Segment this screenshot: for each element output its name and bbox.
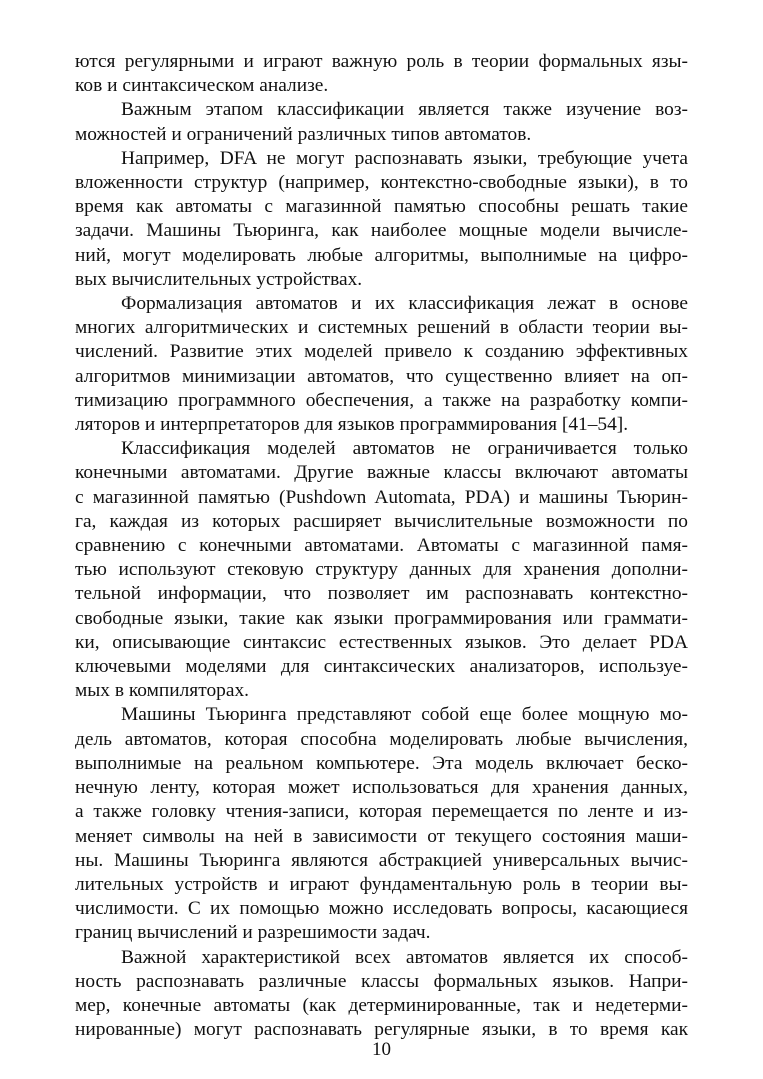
paragraph bbox=[75, 437, 688, 703]
text-line: границ вычислений и разрешимости задач. bbox=[75, 922, 431, 944]
paragraph bbox=[75, 147, 688, 292]
text-line: задачи. Машины Тьюринга, как наиболее мощные модели вычисле- bbox=[75, 220, 688, 242]
text-line: меняет символы на ней в зависимости от текущего состояния маши- bbox=[75, 825, 688, 847]
text-line: алгоритмов минимизации автоматов, что существенно влияет на оп- bbox=[75, 365, 688, 387]
paragraph bbox=[75, 50, 688, 98]
paragraph bbox=[75, 946, 688, 1043]
text-line: сравнению с конечными автоматами. Автоматы с магазинной памя- bbox=[75, 535, 688, 557]
text-line: Важным этапом классификации является также изучение воз- bbox=[121, 99, 688, 121]
text-line: мер, конечные автоматы (как детерминированные, так и недетерми- bbox=[75, 994, 688, 1016]
text-line: выполнимые на реальном компьютере. Эта модель включает беско- bbox=[75, 752, 688, 774]
text-line: ность распознавать различные классы формальных языков. Напри- bbox=[75, 970, 688, 992]
document-page bbox=[75, 50, 688, 1042]
text-line: мых в компиляторах. bbox=[75, 680, 249, 702]
text-line: Например, DFA не могут распознавать языки, требующие учета bbox=[121, 147, 688, 169]
text-line: ний, могут моделировать любые алгоритмы, выполнимые на цифро- bbox=[75, 244, 688, 266]
text-line: нечную ленту, которая может использоваться для хранения данных, bbox=[75, 777, 688, 799]
text-line: вых вычислительных устройствах. bbox=[75, 268, 363, 290]
text-line: с магазинной памятью (Pushdown Automata, PDA) и машины Тьюрин- bbox=[75, 486, 688, 508]
text-line: ляторов и интерпретаторов для языков программирования [41–54]. bbox=[75, 414, 629, 436]
text-line: тельной информации, что позволяет им распознавать контекстно- bbox=[75, 583, 688, 605]
text-line: ков и синтаксическом анализе. bbox=[75, 75, 329, 97]
text-line: время как автоматы с магазинной памятью способны решать такие bbox=[75, 196, 688, 218]
paragraph bbox=[75, 98, 688, 146]
paragraph bbox=[75, 292, 688, 437]
text-line: конечными автоматами. Другие важные классы включают автоматы bbox=[75, 462, 688, 484]
paragraph bbox=[75, 703, 688, 945]
text-line: а также головку чтения-записи, которая перемещается по ленте и из- bbox=[75, 801, 688, 823]
text-line: ключевыми моделями для синтаксических анализаторов, используе- bbox=[75, 656, 688, 678]
text-line: числимости. С их помощью можно исследовать вопросы, касающиеся bbox=[75, 898, 688, 920]
text-line: ны. Машины Тьюринга являются абстракцией универсальных вычис- bbox=[75, 849, 688, 871]
text-line: числений. Развитие этих моделей привело к созданию эффективных bbox=[75, 341, 688, 363]
text-line: тью используют стековую структуру данных для хранения дополни- bbox=[75, 559, 688, 581]
text-line: дель автоматов, которая способна моделировать любые вычисления, bbox=[75, 728, 688, 750]
text-line: ются регулярными и играют важную роль в теории формальных язы- bbox=[75, 51, 688, 72]
text-line: можностей и ограничений различных типов автоматов. bbox=[75, 123, 532, 145]
text-line: Машины Тьюринга представляют собой еще более мощную мо- bbox=[121, 704, 688, 726]
text-line: тимизацию программного обеспечения, а также на разработку компи- bbox=[75, 389, 688, 411]
text-line: Важной характеристикой всех автоматов является их способ- bbox=[121, 946, 688, 968]
text-line: Формализация автоматов и их классификация лежат в основе bbox=[121, 293, 688, 315]
text-line: га, каждая из которых расширяет вычислительные возможности по bbox=[75, 510, 688, 532]
text-line: ки, описывающие синтаксис естественных языков. Это делает PDA bbox=[75, 631, 688, 653]
text-line: вложенности структур (например, контекстно-свободные языки), в то bbox=[75, 172, 688, 194]
text-line: лительных устройств и играют фундаментальную роль в теории вы- bbox=[75, 873, 688, 895]
text-line: нированные) могут распознавать регулярные языки, в то время как bbox=[75, 1019, 688, 1041]
text-line: Классификация моделей автоматов не ограничивается только bbox=[121, 438, 688, 460]
text-line: свободные языки, такие как языки программирования или граммати- bbox=[75, 607, 688, 629]
page-number: 10 bbox=[372, 1039, 391, 1060]
text-line: многих алгоритмических и системных решений в области теории вы- bbox=[75, 317, 688, 339]
